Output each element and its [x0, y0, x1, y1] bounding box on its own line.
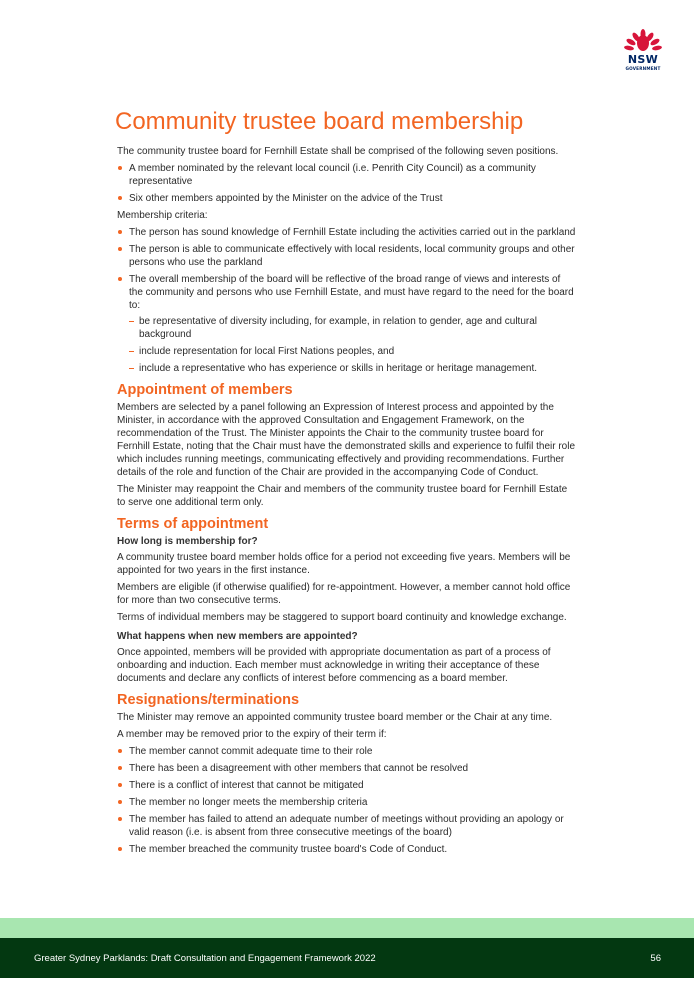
positions-list [117, 162, 577, 205]
resignations-paragraph: The Minister may remove an appointed community trustee board member or the Chair at any time. [117, 712, 553, 723]
sub-list-item: be representative of diversity including, for example, in relation to gender, age and cultural background [129, 315, 577, 341]
footer-title: Greater Sydney Parklands: Draft Consultation and Engagement Framework 2022 [34, 953, 376, 964]
list-item: The overall membership of the board will be reflective of the broad range of views and interests of the community and persons who use Fernhill Estate, and must have regard to the need for the board to: [117, 273, 577, 312]
list-item: The member breached the community trustee board's Code of Conduct. [117, 843, 577, 856]
criteria-list [117, 226, 577, 312]
list-item: The person is able to communicate effectively with local residents, local community groups and other persons who use the parkland [117, 243, 577, 269]
page-content [117, 107, 577, 860]
list-item: There is a conflict of interest that cannot be mitigated [117, 779, 577, 792]
resignations-heading: Resignations/terminations [117, 692, 300, 708]
criteria-sub-list [129, 315, 577, 375]
removal-reasons-list [117, 745, 577, 856]
page-title: Community trustee board membership [115, 108, 524, 135]
terms-paragraph: A community trustee board member holds office for a period not exceeding five years. Members will be appointed for two years in the first instance. [117, 552, 571, 576]
list-item: The member no longer meets the membership criteria [117, 796, 577, 809]
nsw-government-logo [619, 28, 667, 88]
list-item: The member cannot commit adequate time to their role [117, 745, 577, 758]
list-item: The member has failed to attend an adequate number of meetings without providing an apology or valid reason (i.e. is absent from three consecutive meetings of the board) [117, 813, 577, 839]
logo-subtext: GOVERNMENT [625, 66, 661, 71]
terms-subheading: What happens when new members are appointed? [117, 631, 358, 642]
terms-heading: Terms of appointment [117, 516, 269, 532]
terms-paragraph: Members are eligible (if otherwise qualified) for re-appointment. However, a member cannot hold office for more than two consecutive terms. [117, 582, 571, 606]
appointment-heading: Appointment of members [117, 382, 293, 398]
intro-text: The community trustee board for Fernhill Estate shall be comprised of the following seven positions. [117, 146, 559, 157]
list-item: There has been a disagreement with other members that cannot be resolved [117, 762, 577, 775]
page-number: 56 [650, 953, 661, 964]
footer-band [0, 918, 694, 938]
criteria-label: Membership criteria: [117, 210, 208, 221]
sub-list-item: include a representative who has experience or skills in heritage or heritage management. [129, 362, 577, 375]
appointment-paragraph: The Minister may reappoint the Chair and members of the community trustee board for Fernhill Estate to serve one additional term only. [117, 484, 568, 508]
terms-subheading: How long is membership for? [117, 536, 258, 547]
list-item: A member nominated by the relevant local council (i.e. Penrith City Council) as a community representative [117, 162, 577, 188]
page-footer [0, 938, 694, 978]
terms-paragraph: Terms of individual members may be staggered to support board continuity and knowledge exchange. [117, 612, 567, 623]
logo-wordmark: NSW [627, 53, 659, 66]
waratah-icon [619, 28, 667, 54]
terms-paragraph: Once appointed, members will be provided with appropriate documentation as part of a process of onboarding and induction. Each member must acknowledge in writing their acceptance of these documents and declare any conflicts of interest before commencing as a board member. [117, 647, 551, 684]
list-item: The person has sound knowledge of Fernhill Estate including the activities carried out in the parkland [117, 226, 577, 239]
sub-list-item: include representation for local First Nations peoples, and [129, 345, 577, 358]
resignations-paragraph: A member may be removed prior to the expiry of their term if: [117, 729, 387, 740]
list-item: Six other members appointed by the Minister on the advice of the Trust [117, 192, 577, 205]
appointment-paragraph: Members are selected by a panel following an Expression of Interest process and appointed by the Minister, in accordance with the approved Consultation and Engagement Framework, on the recommendation of the Trust. The Minister appoints the Chair to the community trustee board for Fernhill Estate, noting that the Chair must have the demonstrated skills and experience to fulfil their role which includes running meetings, communicating effectively and providing recommendations. Further details of the role and function of the Chair are provided in the accompanying Code of Conduct. [117, 402, 576, 478]
